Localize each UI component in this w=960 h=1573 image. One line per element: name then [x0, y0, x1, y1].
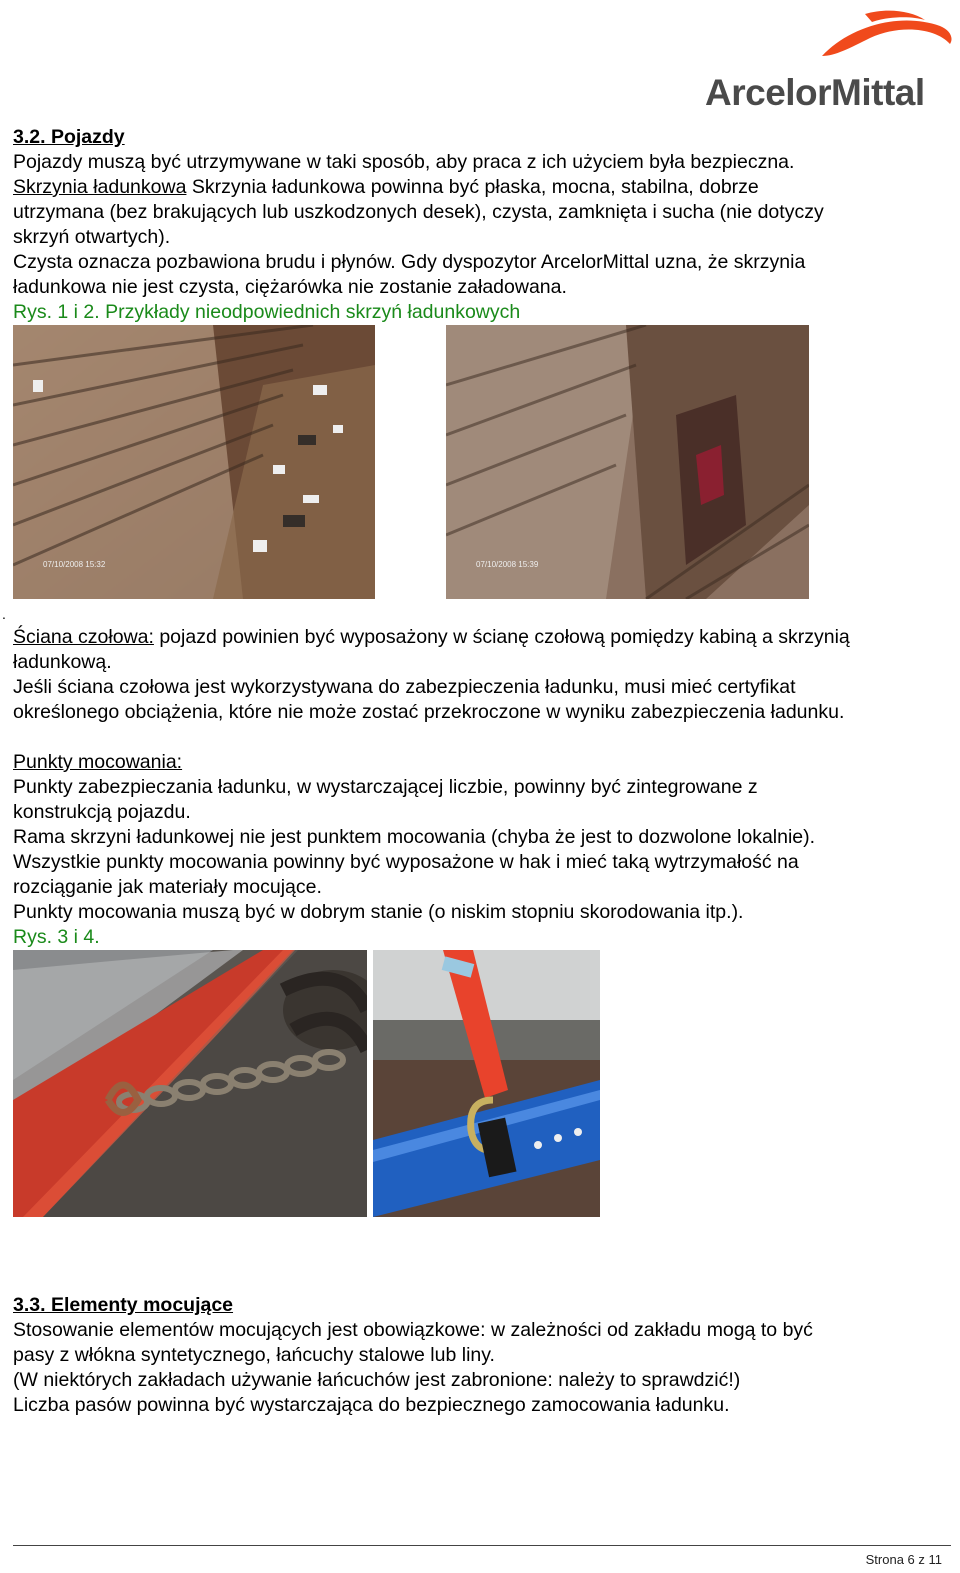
paragraph-line [13, 175, 759, 200]
paragraph-line: Punkty mocowania muszą być w dobrym stanie (o niskim stopniu skorodowania itp.). [13, 901, 744, 923]
figure-caption: Rys. 3 i 4. [13, 926, 100, 948]
figure-caption: Rys. 1 i 2. Przykłady nieodpowiednich skrzyń ładunkowych [13, 301, 521, 323]
paragraph-line: konstrukcją pojazdu. [13, 801, 191, 823]
photo-chain-anchor [13, 950, 367, 1217]
paragraph-line: Rama skrzyni ładunkowej nie jest punktem mocowania (chyba że jest to dozwolone lokalnie). [13, 826, 816, 848]
photo-timestamp: 07/10/2008 15:32 [43, 560, 106, 569]
paragraph-line: Pojazdy muszą być utrzymywane w taki sposób, aby praca z ich użyciem była bezpieczna. [13, 151, 795, 173]
footer-divider [13, 1545, 951, 1546]
arcelormittal-logo [700, 4, 955, 112]
photo-strap-hook [373, 950, 600, 1217]
paragraph-line: ładunkową. [13, 651, 112, 673]
section-3-3-heading: 3.3. Elementy mocujące [13, 1294, 234, 1316]
headboard-link[interactable]: Ściana czołowa: [13, 626, 154, 648]
paragraph-line: Wszystkie punkty mocowania powinny być wyposażone w hak i mieć taką wytrzymałość na [13, 851, 799, 873]
stray-dot: . [2, 606, 6, 622]
paragraph-line: (W niektórych zakładach używanie łańcuchów jest zabronione: należy to sprawdzić!) [13, 1369, 741, 1391]
logo-wordmark: ArcelorMittal [705, 72, 925, 113]
paragraph-text: pojazd powinien być wyposażony w ścianę czołową pomiędzy kabiną a skrzynią [153, 626, 850, 648]
paragraph-line: Punkty zabezpieczania ładunku, w wystarczającej liczbie, powinny być zintegrowane z [13, 776, 758, 798]
page-number: Strona 6 z 11 [865, 1552, 942, 1567]
photo-dirty-truck-bed-2 [446, 325, 809, 599]
paragraph-line: określonego obciążenia, które nie może zostać przekroczone w wyniku zabezpieczenia ładunku. [13, 701, 845, 723]
paragraph-line: pasy z włókna syntetycznego, łańcuchy stalowe lub liny. [13, 1344, 495, 1366]
cargo-box-link[interactable]: Skrzynia ładunkowa [13, 176, 187, 198]
paragraph-line: Liczba pasów powinna być wystarczająca do bezpiecznego zamocowania ładunku. [13, 1394, 730, 1416]
anchor-points-link[interactable]: Punkty mocowania: [13, 751, 183, 773]
paragraph-line: ładunkowa nie jest czysta, ciężarówka nie zostanie załadowana. [13, 276, 567, 298]
paragraph-line: Stosowanie elementów mocujących jest obowiązkowe: w zależności od zakładu mogą to być [13, 1319, 813, 1341]
paragraph-line: rozciąganie jak materiały mocujące. [13, 876, 322, 898]
paragraph-text: Skrzynia ładunkowa powinna być płaska, mocna, stabilna, dobrze [186, 176, 759, 198]
paragraph-line: skrzyń otwartych). [13, 226, 171, 248]
paragraph-line: utrzymana (bez brakujących lub uszkodzonych desek), czysta, zamknięta i sucha (nie dotyczy [13, 201, 824, 223]
paragraph-line: Czysta oznacza pozbawiona brudu i płynów. Gdy dyspozytor ArcelorMittal uzna, że skrzynia [13, 251, 806, 273]
paragraph-line [13, 625, 850, 650]
photo-dirty-truck-bed-1 [13, 325, 375, 599]
paragraph-line: Jeśli ściana czołowa jest wykorzystywana do zabezpieczenia ładunku, musi mieć certyfikat [13, 676, 796, 698]
section-3-2-heading: 3.2. Pojazdy [13, 126, 125, 148]
photo-timestamp: 07/10/2008 15:39 [476, 560, 539, 569]
